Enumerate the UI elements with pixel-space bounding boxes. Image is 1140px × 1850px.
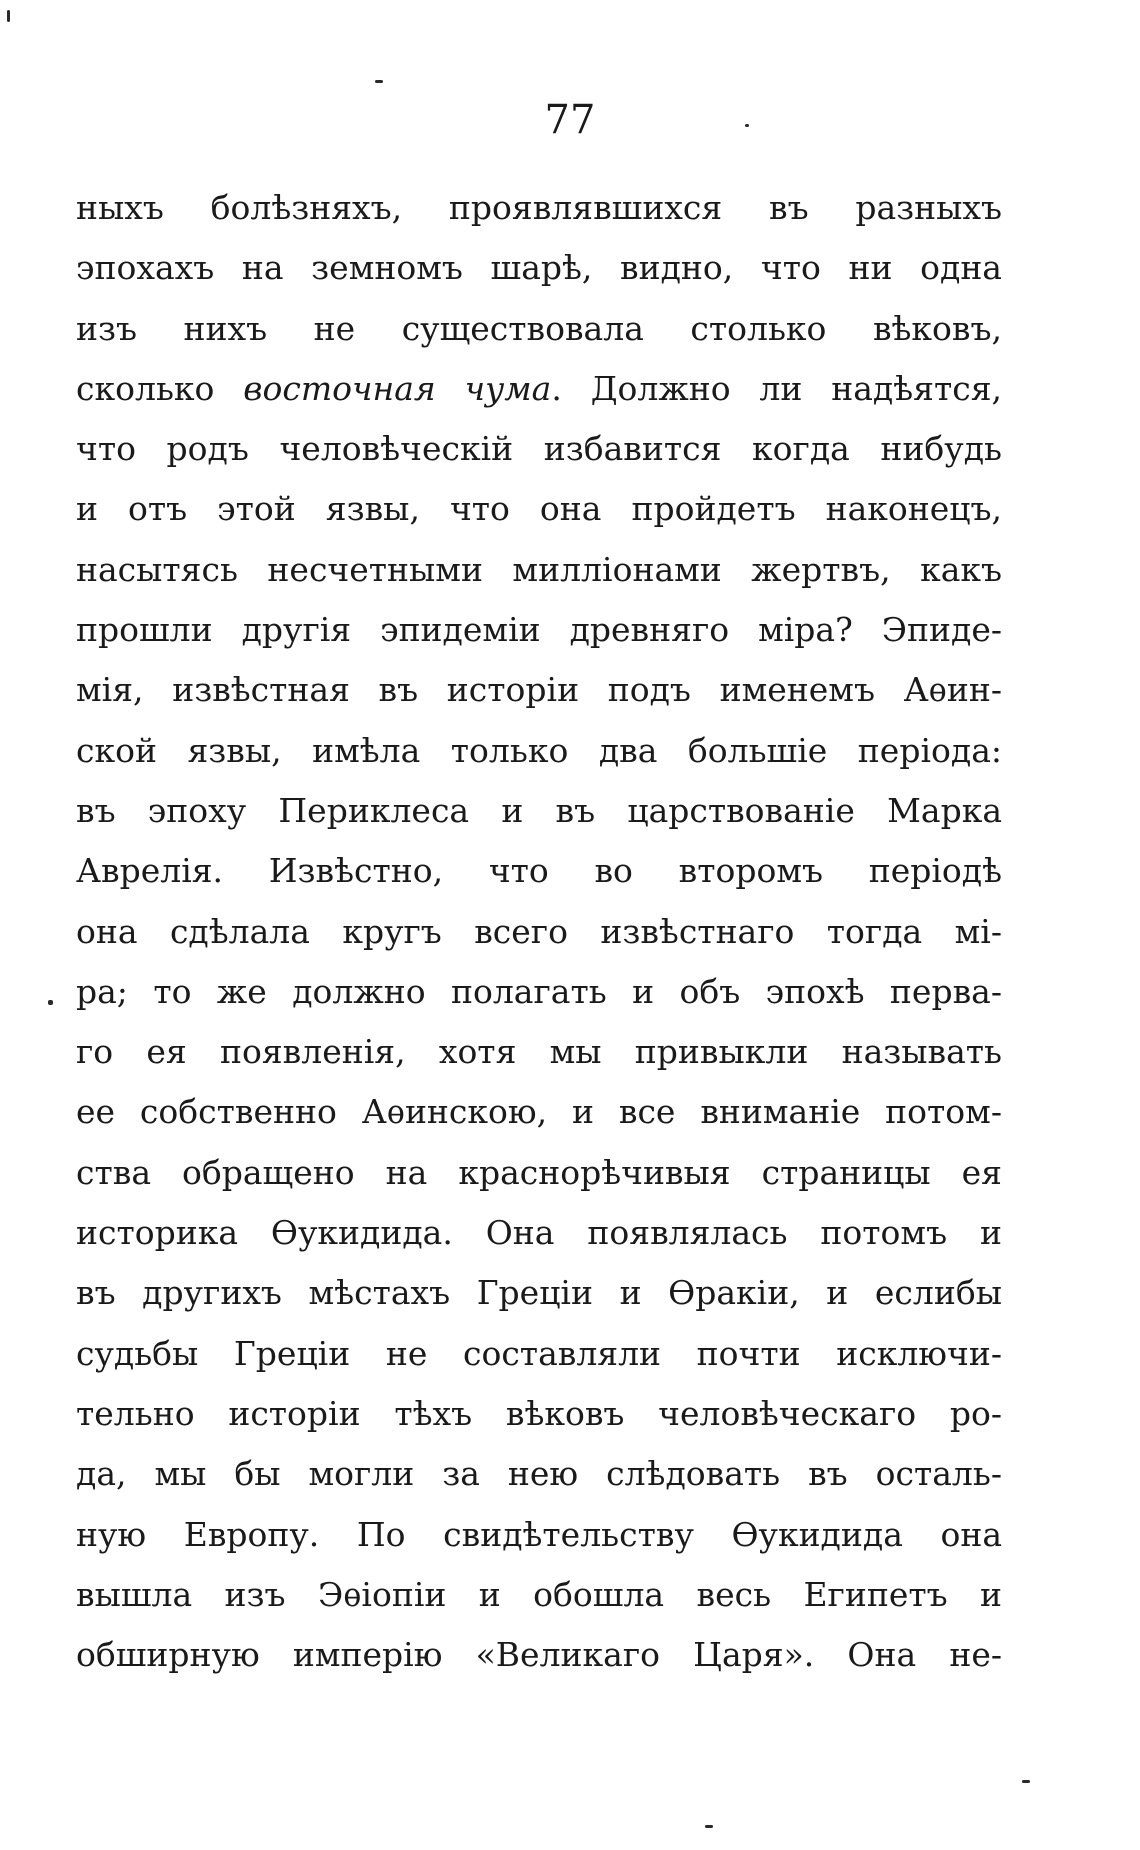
text-line bbox=[76, 781, 1002, 841]
text-line bbox=[76, 660, 1002, 720]
text-line bbox=[76, 178, 1002, 238]
text-span: историка Ѳукидида. Она появлялась потомъ и bbox=[76, 1213, 1002, 1253]
text-span: . Должно ли надѣятся, bbox=[551, 368, 1002, 408]
text-line bbox=[76, 1565, 1002, 1625]
text-line bbox=[76, 1082, 1002, 1142]
text-line bbox=[76, 721, 1002, 781]
text-line bbox=[76, 1384, 1002, 1444]
text-span: вышла изъ Эѳіопіи и обошла весь Египетъ и bbox=[76, 1574, 1002, 1614]
text-line bbox=[76, 1022, 1002, 1082]
text-span: насытясь несчетными милліонами жертвъ, какъ bbox=[76, 549, 1002, 589]
text-span: изъ нихъ не существовала столько вѣковъ, bbox=[76, 308, 1002, 348]
text-span: и отъ этой язвы, что она пройдетъ наконецъ, bbox=[76, 489, 1002, 529]
text-line bbox=[76, 1625, 1002, 1685]
body-text bbox=[76, 178, 1002, 1685]
text-span: обширную имперію «Великаго Царя». Она не- bbox=[76, 1635, 1002, 1675]
text-span: ную Европу. По свидѣтельству Ѳукидида она bbox=[76, 1514, 1002, 1554]
text-span: судьбы Греціи не составляли почти исключи- bbox=[76, 1333, 1002, 1373]
print-speck bbox=[705, 1825, 713, 1828]
text-span: го ея появленія, хотя мы привыкли называть bbox=[76, 1032, 1002, 1072]
text-line bbox=[76, 1444, 1002, 1504]
print-speck bbox=[7, 10, 10, 22]
print-speck bbox=[48, 1000, 53, 1005]
italic-phrase: восточная чума bbox=[243, 368, 552, 408]
page-number: 77 bbox=[544, 97, 596, 143]
text-line bbox=[76, 600, 1002, 660]
text-span: въ эпоху Периклеса и въ царствованіе Марка bbox=[76, 790, 1002, 830]
text-span: прошли другія эпидеміи древняго міра? Эпиде- bbox=[76, 610, 1002, 650]
text-span: да, мы бы могли за нею слѣдовать въ осталь- bbox=[76, 1454, 1002, 1494]
text-span: ской язвы, имѣла только два большіе періода: bbox=[76, 730, 1002, 770]
text-line bbox=[76, 1505, 1002, 1565]
print-speck bbox=[1022, 1780, 1030, 1783]
text-span: ныхъ болѣзняхъ, проявлявшихся въ разныхъ bbox=[76, 188, 1002, 227]
text-line bbox=[76, 238, 1002, 298]
text-span: ра; то же должно полагать и объ эпохѣ перва- bbox=[76, 971, 1002, 1011]
text-line bbox=[76, 962, 1002, 1022]
text-line bbox=[76, 299, 1002, 359]
text-span: ства обращено на краснорѣчивыя страницы ея bbox=[76, 1152, 1002, 1192]
text-line bbox=[76, 479, 1002, 539]
text-span: тельно исторіи тѣхъ вѣковъ человѣческаго ро- bbox=[76, 1393, 1002, 1433]
text-line bbox=[76, 1143, 1002, 1203]
print-speck bbox=[375, 80, 383, 83]
text-span: мія, извѣстная въ исторіи подъ именемъ Аѳин- bbox=[76, 670, 1002, 710]
text-line bbox=[76, 841, 1002, 901]
text-span: Аврелія. Извѣстно, что во второмъ періодѣ bbox=[76, 851, 1002, 891]
text-line bbox=[76, 359, 1002, 419]
text-line bbox=[76, 1324, 1002, 1384]
text-line bbox=[76, 1203, 1002, 1263]
text-span: эпохахъ на земномъ шарѣ, видно, что ни одна bbox=[76, 248, 1002, 288]
text-span: въ другихъ мѣстахъ Греціи и Ѳракіи, и еслибы bbox=[76, 1273, 1002, 1313]
text-span: сколько bbox=[76, 368, 244, 408]
text-line bbox=[76, 419, 1002, 479]
text-line bbox=[76, 540, 1002, 600]
text-span: что родъ человѣческій избавится когда нибудь bbox=[76, 429, 1002, 469]
text-span: она сдѣлала кругъ всего извѣстнаго тогда мі- bbox=[76, 911, 1002, 951]
text-line bbox=[76, 1263, 1002, 1323]
text-line bbox=[76, 902, 1002, 962]
text-span: ее собственно Аѳинскою, и все вниманіе потом- bbox=[76, 1092, 1002, 1132]
